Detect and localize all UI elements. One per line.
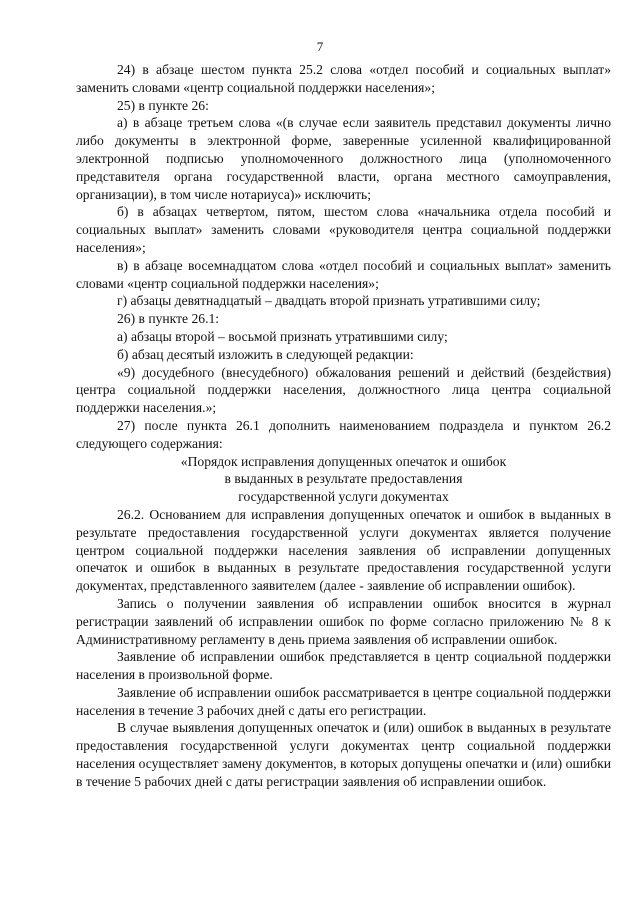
paragraph: Заявление об исправлении ошибок рассматривается в центре социальной поддержки населения в течение 3 рабочих дней с даты его регистрации. xyxy=(76,684,611,718)
paragraph: Запись о получении заявления об исправлении ошибок вносится в журнал регистрации заявлений об исправлении ошибок по форме согласно приложению № 8 к Административному регламенту в день приема заявления об исправлении ошибок. xyxy=(76,595,611,647)
page-number: 7 xyxy=(316,39,324,54)
paragraph: 26.2. Основанием для исправления допущенных опечаток и ошибок в выданных в результате предоставления государственной услуги документах является получение центром социальной поддержки населения заявления об исправлении допущенных опечаток и ошибок в выданных в результате предоставления государственной услуги документах, представленного заявителем (далее - заявление об исправлении ошибок). xyxy=(76,506,611,594)
document-body xyxy=(76,61,611,791)
subsection-heading-line: «Порядок исправления допущенных опечаток и ошибок xyxy=(180,453,507,469)
paragraph: г) абзацы девятнадцатый – двадцать второй признать утратившими силу; xyxy=(117,293,541,309)
paragraph: 27) после пункта 26.1 дополнить наименованием подраздела и пунктом 26.2 следующего содержания: xyxy=(76,417,611,451)
paragraph: а) абзацы второй – восьмой признать утратившими силу; xyxy=(117,328,448,344)
paragraph: б) в абзацах четвертом, пятом, шестом слова «начальника отдела пособий и социальных выплат» заменить словами «руководителя центра социальной поддержки населения»; xyxy=(76,204,611,255)
paragraph: в) в абзаце восемнадцатом слова «отдел пособий и социальных выплат» заменить словами «центр социальной поддержки населения»; xyxy=(76,257,611,291)
paragraph: В случае выявления допущенных опечаток и (или) ошибок в выданных в результате предоставления государственной услуги документах центр социальной поддержки населения осуществляет замену документов, в которых допущены опечатки и (или) ошибки в течение 5 рабочих дней с даты регистрации заявления об исправлении ошибок. xyxy=(76,720,611,789)
paragraph: «9) досудебного (внесудебного) обжалования решений и действий (бездействия) центра социальной поддержки населения, должностного лица центра социальной поддержки населения.»; xyxy=(76,364,611,416)
paragraph: 24) в абзаце шестом пункта 25.2 слова «отдел пособий и социальных выплат» заменить словами «центр социальной поддержки населения»; xyxy=(76,62,611,95)
paragraph: 26) в пункте 26.1: xyxy=(117,311,220,327)
paragraph: Заявление об исправлении ошибок представляется в центр социальной поддержки населения в произвольной форме. xyxy=(76,649,611,683)
subsection-heading-line: государственной услуги документах xyxy=(238,489,449,505)
paragraph: б) абзац десятый изложить в следующей редакции: xyxy=(117,346,414,362)
subsection-heading-line: в выданных в результате предоставления xyxy=(224,471,463,487)
paragraph: 25) в пункте 26: xyxy=(117,97,209,113)
paragraph: а) в абзаце третьем слова «(в случае если заявитель представил документы лично либо документы в электронной форме, заверенные усиленной квалифицированной электронной подписью уполномоченного должностного лица (уполномоченного представителя органа государственной власти, органа местного самоуправления, организации), в том числе нотариуса)» исключить; xyxy=(76,115,611,202)
